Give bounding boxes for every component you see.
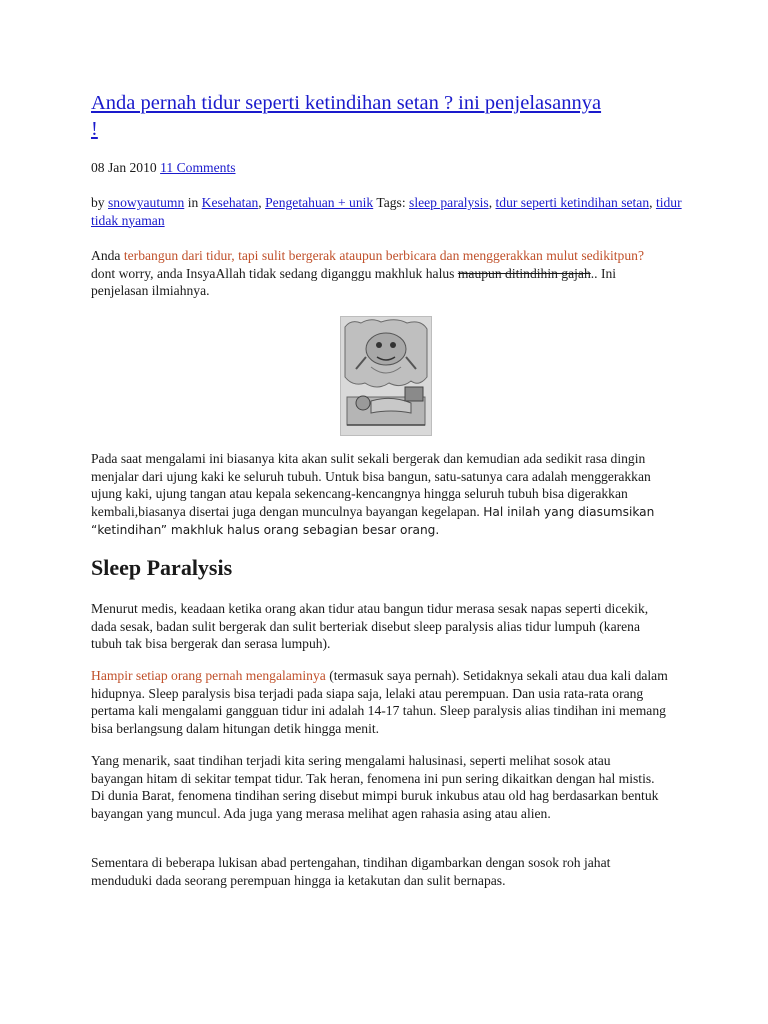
intro-middle: dont worry, anda InsyaAllah tidak sedang diganggu makhluk halus [91, 265, 455, 281]
post-meta [91, 159, 236, 177]
section-heading: Sleep Paralysis [91, 555, 233, 580]
separator: , [649, 195, 653, 210]
tags-label: Tags: [376, 195, 406, 210]
comments-link[interactable]: 11 Comments [160, 160, 236, 175]
article-title-link[interactable]: Anda pernah tidur seperti ketindihan setan ? ini penjelasannya ! [91, 92, 602, 140]
paragraph-4: Yang menarik, saat tindihan terjadi kita sering mengalami halusinasi, seperti melihat sosok atau bayangan hitam di sekitar tempat tidur. Tak heran, fenomena ini pun sering dikaitkan dengan hal mistis. Di dunia Barat, fenomena tindihan sering disebut mimpi buruk inkubus atau old hag berdasarkan bentuk bayangan yang muncul. Ada juga yang merasa melihat agen rahasia asing atau alien. [91, 753, 659, 821]
post-date: 08 Jan 2010 [91, 160, 157, 175]
in-label: in [187, 195, 199, 210]
paragraph-5: Sementara di beberapa lukisan abad pertengahan, tindihan digambarkan dengan sosok roh jahat menduduki dada seorang perempuan hingga ia ketakutan dan sulit bernapas. [91, 855, 611, 888]
separator: , [258, 195, 262, 210]
paragraph-1-tail: Hal inilah yang diasumsikan “ketindihan” makhluk halus orang sebagian besar orang. [91, 504, 655, 537]
byline [91, 194, 691, 229]
intro-paragraph [91, 247, 651, 300]
paragraph-3-highlight: Hampir setiap orang pernah mengalaminya [91, 668, 326, 683]
tag-link-tidur-tidak-nyaman[interactable]: tidur tidak nyaman [91, 195, 682, 228]
category-link-pengetahuan[interactable]: Pengetahuan + unik [265, 195, 374, 210]
by-label: by [91, 195, 105, 210]
tag-link-tdur-seperti[interactable]: tdur seperti ketindihan setan [495, 195, 650, 210]
paragraph-2: Menurut medis, keadaan ketika orang akan tidur atau bangun tidur merasa sesak napas seperti dicekik, dada sesak, badan sulit bergerak dan sulit berteriak disebut sleep paralysis alias tidur lumpuh (karena tubuh tak bisa bergerak dan serasa lumpuh). [91, 601, 649, 651]
separator: , [488, 195, 493, 210]
paragraph-1-text: Pada saat mengalami ini biasanya kita akan sulit sekali bergerak dan kemudian ada sedikit rasa dingin menjalar dari ujung kaki ke seluruh tubuh. Untuk bisa bangun, satu-satunya cara adalah menggerakkan ujung kaki, ujung tangan atau kepala sekencang-kencangnya hingga seluruh tubuh bisa digerakkan kembali,biasanya disertai juga dengan munculnya bayangan kegelapan. [91, 451, 651, 519]
intro-lead: Anda [91, 248, 121, 263]
intro-end: .. Ini penjelasan ilmiahnya. [91, 265, 617, 298]
paragraph-3-rest: (termasuk saya pernah). Setidaknya sekali atau dua kali dalam hidupnya. Sleep paralysis bisa terjadi pada siapa saja, lelaki atau perempuan. Dan usia rata-rata orang pertama kali mengalami gangguan tidur ini adalah 14-17 tahun. Sleep paralysis alias tindihan ini memang bisa berlangsung dalam hitungan detik hingga menit. [91, 668, 668, 736]
article-title [91, 90, 611, 142]
sleep-paralysis-illustration-icon [341, 317, 431, 435]
intro-highlight: terbangun dari tidur, tapi sulit bergerak ataupun berbicara dan menggerakkan mulut sedikitpun? [123, 248, 644, 263]
intro-struck: maupun ditindihin gajah [457, 265, 591, 281]
tag-link-sleep-paralysis[interactable]: sleep paralysis [409, 195, 489, 210]
paragraph-3 [91, 667, 671, 737]
category-link-kesehatan[interactable]: Kesehatan [201, 195, 259, 210]
paragraph-1 [91, 450, 681, 540]
article-illustration [340, 316, 432, 436]
author-link[interactable]: snowyautumn [108, 195, 185, 210]
